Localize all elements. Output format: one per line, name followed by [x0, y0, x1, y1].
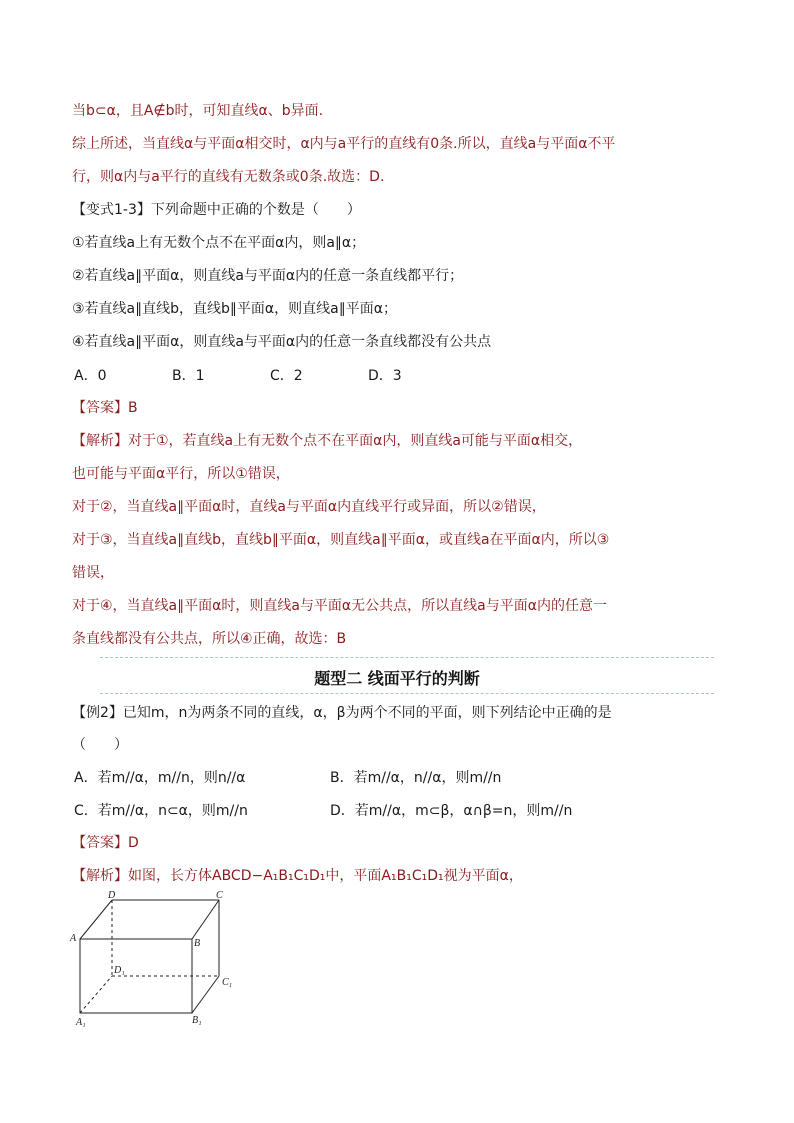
- label-C1: C₁: [222, 977, 233, 988]
- proposition-2: ②若直线a∥平面α，则直线a与平面α内的任意一条直线都平行；: [72, 268, 464, 284]
- example-2-option-a: A．若m//α，m//n，则n//α: [74, 770, 246, 786]
- example-2-option-c: C．若m//α，n⊂α，则m//n: [74, 803, 248, 819]
- label-A: A: [70, 933, 77, 944]
- analysis-1-line-5: 错误，: [72, 565, 114, 581]
- label-A1: A₁: [76, 1017, 86, 1028]
- cuboid-figure: [66, 890, 246, 1030]
- proposition-1: ①若直线a上有无数个点不在平面α内，则a∥α；: [72, 235, 366, 251]
- solution-line-1: 当b⊂α，且A∉b时，可知直线α、b异面.: [72, 103, 324, 119]
- analysis-1-line-3: 对于②，当直线a∥平面α时，直线a与平面α内直线平行或异面，所以②错误，: [72, 499, 546, 515]
- option-a: A．0: [74, 368, 107, 384]
- proposition-4: ④若直线a∥平面α，则直线a与平面α内的任意一条直线都没有公共点: [72, 334, 492, 350]
- solution-line-2: 综上所述，当直线α与平面α相交时，α内与a平行的直线有0条.所以，直线a与平面α不平: [72, 136, 616, 152]
- option-b: B．1: [172, 368, 205, 384]
- option-d: D．3: [368, 368, 402, 384]
- proposition-3: ③若直线a∥直线b，直线b∥平面α，则直线a∥平面α；: [72, 301, 397, 317]
- section-title: 题型二 线面平行的判断: [314, 669, 480, 688]
- answer-1: 【答案】B: [72, 400, 138, 416]
- label-B: B: [194, 938, 201, 949]
- section-divider-bottom: [100, 693, 714, 694]
- label-D: D: [108, 890, 116, 901]
- example-2-option-b: B．若m//α，n//α，则m//n: [330, 770, 502, 786]
- variant-question: 【变式1-3】下列命题中正确的个数是（ ）: [72, 202, 361, 218]
- answer-2: 【答案】D: [72, 835, 139, 851]
- analysis-1-line-1: 【解析】对于①，若直线a上有无数个点不在平面α内，则直线a可能与平面α相交，: [72, 433, 583, 449]
- analysis-1-line-7: 条直线都没有公共点，所以④正确，故选：B: [72, 631, 347, 647]
- analysis-1-line-4: 对于③，当直线a∥直线b，直线b∥平面α，则直线a∥平面α，或直线a在平面α内，所以③: [72, 532, 610, 548]
- analysis-1-line-2: 也可能与平面α平行，所以①错误，: [72, 466, 290, 482]
- label-D1: D₁: [114, 965, 125, 976]
- analysis-2: 【解析】如图，长方体ABCD−A₁B₁C₁D₁中，平面A₁B₁C₁D₁视为平面α，: [72, 868, 523, 884]
- label-B1: B₁: [192, 1015, 202, 1026]
- example-2-stem: 【例2】已知m，n为两条不同的直线，α，β为两个不同的平面，则下列结论中正确的是: [72, 705, 612, 721]
- example-2-paren: （ ）: [72, 737, 128, 753]
- solution-line-3: 行，则α内与a平行的直线有无数条或0条.故选：D.: [72, 169, 385, 185]
- section-divider-top: [100, 657, 714, 658]
- example-2-option-d: D．若m//α，m⊂β，α∩β=n，则m//n: [330, 803, 573, 819]
- analysis-1-line-6: 对于④，当直线a∥平面α时，则直线a与平面α无公共点，所以直线a与平面α内的任意一: [72, 598, 607, 614]
- label-C: C: [216, 890, 223, 901]
- option-c: C．2: [270, 368, 303, 384]
